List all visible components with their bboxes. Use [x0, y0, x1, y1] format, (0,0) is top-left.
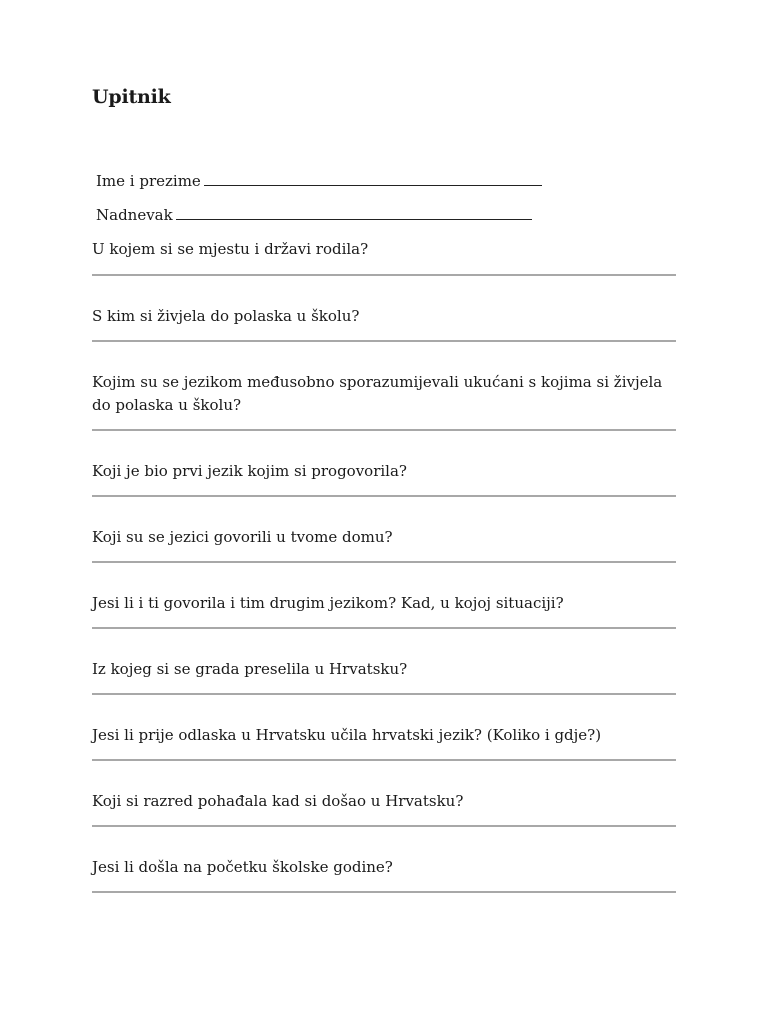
question-5: Koji su se jezici govorili u tvome domu?	[92, 528, 393, 546]
name-blank-line[interactable]	[204, 171, 542, 186]
answer-line-7[interactable]	[92, 693, 676, 695]
answer-line-2[interactable]	[92, 340, 676, 342]
question-1: U kojem si se mjestu i državi rodila?	[92, 240, 369, 258]
date-field-label: Nadnevak	[96, 206, 173, 224]
date-blank-line[interactable]	[176, 205, 532, 220]
name-field[interactable]	[96, 171, 542, 190]
answer-line-6[interactable]	[92, 627, 676, 629]
answer-line-10[interactable]	[92, 891, 676, 893]
question-9: Koji si razred pohađala kad si došao u Hrvatsku?	[92, 792, 464, 810]
question-6: Jesi li i ti govorila i tim drugim jezikom? Kad, u kojoj situaciji?	[92, 594, 564, 612]
question-3: Kojim su se jezikom međusobno sporazumijevali ukućani s kojima si živjela do polaska u školu?	[92, 373, 663, 414]
answer-line-8[interactable]	[92, 759, 676, 761]
answer-line-5[interactable]	[92, 561, 676, 563]
question-8: Jesi li prije odlaska u Hrvatsku učila hrvatski jezik? (Koliko i gdje?)	[92, 726, 602, 744]
name-field-label: Ime i prezime	[96, 172, 201, 190]
answer-line-3[interactable]	[92, 429, 676, 431]
answer-line-1[interactable]	[92, 274, 676, 276]
answer-line-4[interactable]	[92, 495, 676, 497]
date-field[interactable]	[96, 205, 532, 224]
question-7: Iz kojeg si se grada preselila u Hrvatsku?	[92, 660, 408, 678]
question-4: Koji je bio prvi jezik kojim si progovorila?	[92, 462, 407, 480]
question-10: Jesi li došla na početku školske godine?	[92, 858, 393, 876]
answer-line-9[interactable]	[92, 825, 676, 827]
page-title: Upitnik	[92, 86, 171, 108]
question-2: S kim si živjela do polaska u školu?	[92, 307, 360, 325]
